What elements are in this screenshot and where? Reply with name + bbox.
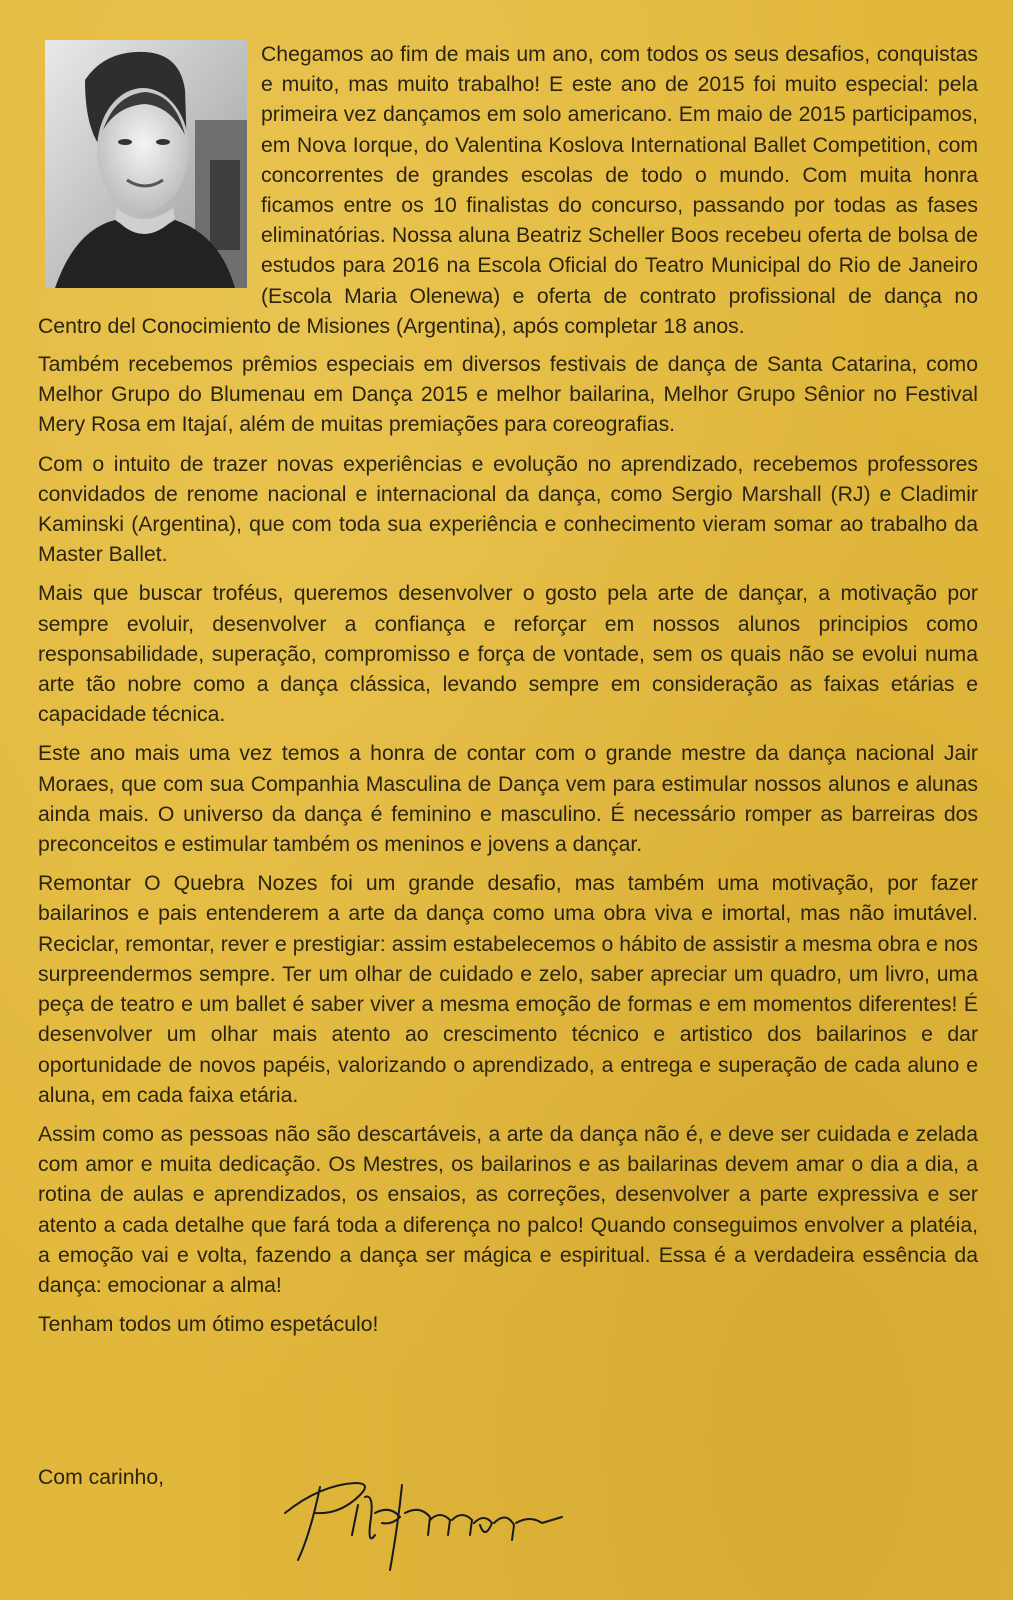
signoff: Com carinho, [38, 1466, 164, 1489]
paragraph-4: Mais que buscar troféus, queremos desenvolver o gosto pela arte de dançar, a motivação por sempre evoluir, desenvolver a confiança e reforçar em nossos alunos principios como responsabilidade, superação, compromisso e força de vontade, sem os quais não se evolui numa arte tão nobre como a dança clássica, levando sempre em consideração as faixas etárias e capacidade técnica. [38, 582, 978, 727]
paragraph-1: Chegamos ao fim de mais um ano, com todos os seus desafios, conquistas e muito, mas muito trabalho! E este ano de 2015 foi muito especial: pela primeira vez dançamos em solo americano. Em maio de 2015 participamos, em Nova Iorque, do Valentina Koslova International Ballet Competition, com concorrentes de grandes escolas de todo o mundo. Com muita honra ficamos entre os 10 finalistas do concurso, passando por todas as fases eliminatórias. Nossa aluna Beatriz Scheller Boos recebeu oferta de bolsa de estudos para 2016 na Escola Oficial do Teatro Municipal do Rio de Janeiro (Escola Maria Olenewa) e oferta de contrato profissional de dança no Centro del Conocimiento de Misiones (Argentina), após completar 18 anos. [38, 43, 978, 338]
paragraph-7: Assim como as pessoas não são descartáveis, a arte da dança não é, e deve ser cuidada e zelada com amor e muita dedicação. Os Mestres, os bailarinos e as bailarinas devem amar o dia a dia, a rotina de aulas e aprendizados, os ensaios, as correções, desenvolver a parte expressiva e ser atento a cada detalhe que fará toda a diferença no palco! Quando conseguimos envolver a platéia, a emoção vai e volta, fazendo a dança ser mágica e espiritual. Essa é a verdadeira essência da dança: emocionar a alma! [38, 1122, 978, 1297]
paragraph-2: Também recebemos prêmios especiais em diversos festivais de dança de Santa Catarina, como Melhor Grupo do Blumenau em Dança 2015 e melhor bailarina, Melhor Grupo Sênior no Festival Mery Rosa em Itajaí, além de muitas premiações para coreografias. [38, 353, 978, 437]
paragraph-3: Com o intuito de trazer novas experiências e evolução no aprendizado, recebemos professores convidados de renome nacional e internacional da dança, como Sergio Marshall (RJ) e Cladimir Kaminski (Argentina), que com toda sua experiência e conhecimento vieram somar ao trabalho da Master Ballet. [38, 452, 978, 567]
signature [280, 1465, 580, 1575]
paragraph-6: Remontar O Quebra Nozes foi um grande desafio, mas também uma motivação, por fazer bailarinos e pais entenderem a arte da dança como uma obra viva e imortal, mas não imutável. Reciclar, remontar, rever e prestigiar: assim estabelecemos o hábito de assistir a mesma obra e nos surpreendermos sempre. Ter um olhar de cuidado e zelo, saber apreciar um quadro, um livro, uma peça de teatro e um ballet é saber viver a mesma emoção de formas e em momentos diferentes! É desenvolver um olhar mais atento ao crescimento técnico e artistico dos bailarinos e dar oportunidade de novos papéis, valorizando o aprendizado, a entrega e superação de cada aluno e aluna, em cada faixa etária. [38, 872, 978, 1107]
paragraph-5: Este ano mais uma vez temos a honra de contar com o grande mestre da dança nacional Jair Moraes, que com sua Companhia Masculina de Dança vem para estimular nossos alunos e alunas ainda mais. O universo da dança é feminino e masculino. É necessário romper as barreiras dos preconceitos e estimular também os meninos e jovens a dançar. [38, 742, 978, 857]
portrait-photo [45, 40, 247, 288]
closing-line: Tenham todos um ótimo espetáculo! [38, 1313, 379, 1337]
letter-body [38, 40, 978, 1340]
